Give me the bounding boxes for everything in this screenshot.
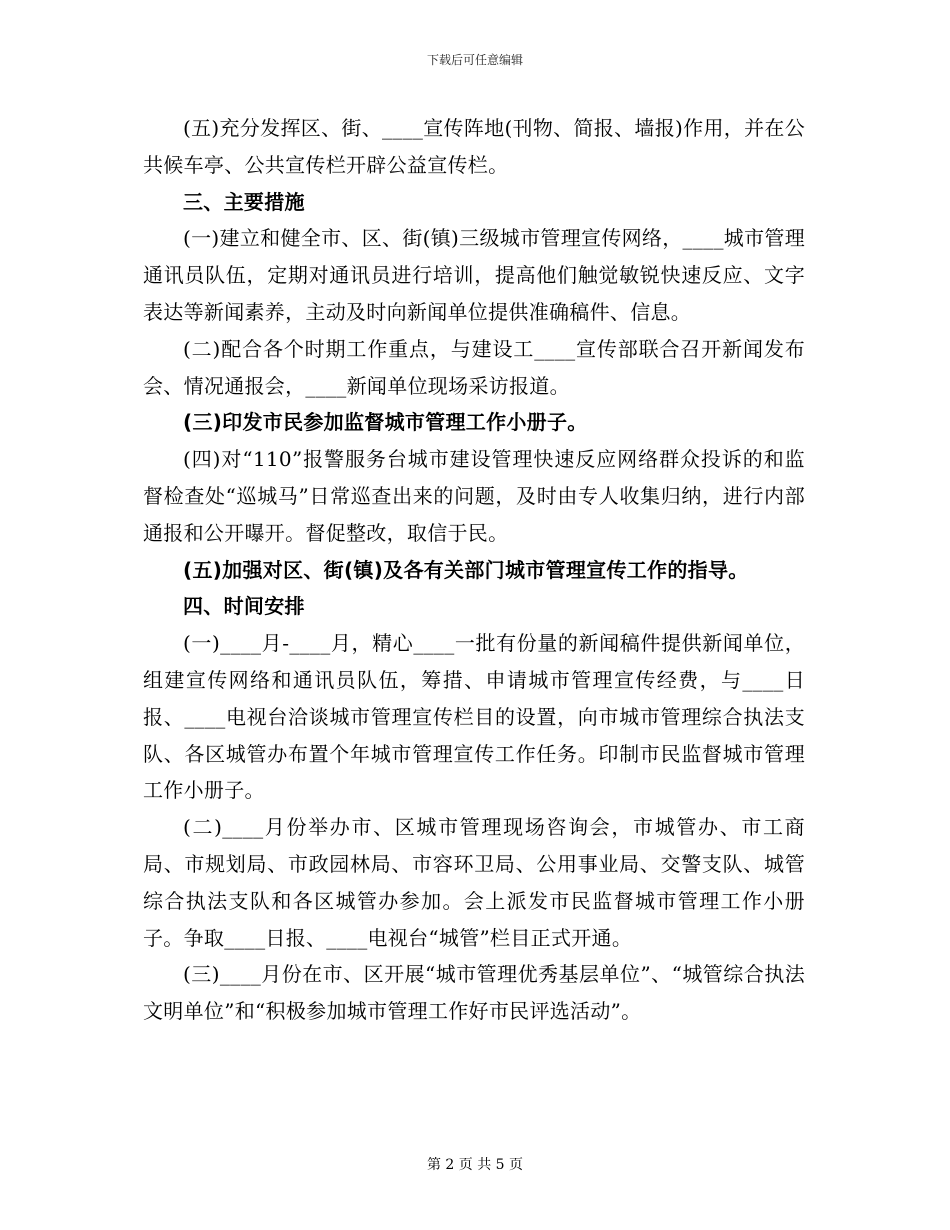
paragraph: (五)充分发挥区、街、____宣传阵地(刊物、简报、墙报)作用，并在公共候车亭、公共宣传栏开辟公益宣传栏。 [143, 116, 805, 177]
paragraph: (二)配合各个时期工作重点，与建设工____宣传部联合召开新闻发布会、情况通报会，____新闻单位现场采访报道。 [143, 336, 805, 398]
section-heading: 三、主要措施 [183, 189, 305, 214]
paragraph-bold: (五)加强对区、街(镇)及各有关部门城市管理宣传工作的指导。 [183, 557, 749, 582]
page-header-note: 下载后可任意编辑 [426, 53, 523, 67]
paragraph: (一)建立和健全市、区、街(镇)三级城市管理宣传网络，____城市管理通讯员队伍，定期对通讯员进行培训，提高他们触觉敏锐快速反应、文字表达等新闻素养，主动及时向新闻单位提供准确稿件、信息。 [143, 226, 805, 324]
paragraph-bold: (三)印发市民参加监督城市管理工作小册子。 [183, 410, 588, 435]
document-body [143, 110, 805, 1030]
paragraph: (四)对“110”报警服务台城市建设管理快速反应网络群众投诉的和监督检查处“巡城马”日常巡查出来的问题，及时由专人收集归纳，进行内部通报和公开曝开。督促整改，取信于民。 [143, 447, 805, 545]
paragraph: (二)____月份举办市、区城市管理现场咨询会，市城管办、市工商局、市规划局、市政园林局、市容环卫局、公用事业局、交警支队、城管综合执法支队和各区城管办参加。会上派发市民监督城市管理工作小册子。争取____日报、____电视台“城管”栏目正式开通。 [143, 815, 805, 950]
paragraph: (三)____月份在市、区开展“城市管理优秀基层单位”、“城管综合执法文明单位”和“积极参加城市管理工作好市民评选活动”。 [143, 962, 805, 1024]
section-heading: 四、时间安排 [183, 594, 305, 619]
page-number: 第 2 页 共 5 页 [426, 1157, 524, 1173]
paragraph: (一)____月-____月，精心____一批有份量的新闻稿件提供新闻单位，组建宣传网络和通讯员队伍，筹措、申请城市管理宣传经费，与____日报、____电视台洽谈城市管理宣传栏目的设置，向市城市管理综合执法支队、各区城管办布置个年城市管理宣传工作任务。印制市民监督城市管理工作小册子。 [143, 631, 805, 803]
